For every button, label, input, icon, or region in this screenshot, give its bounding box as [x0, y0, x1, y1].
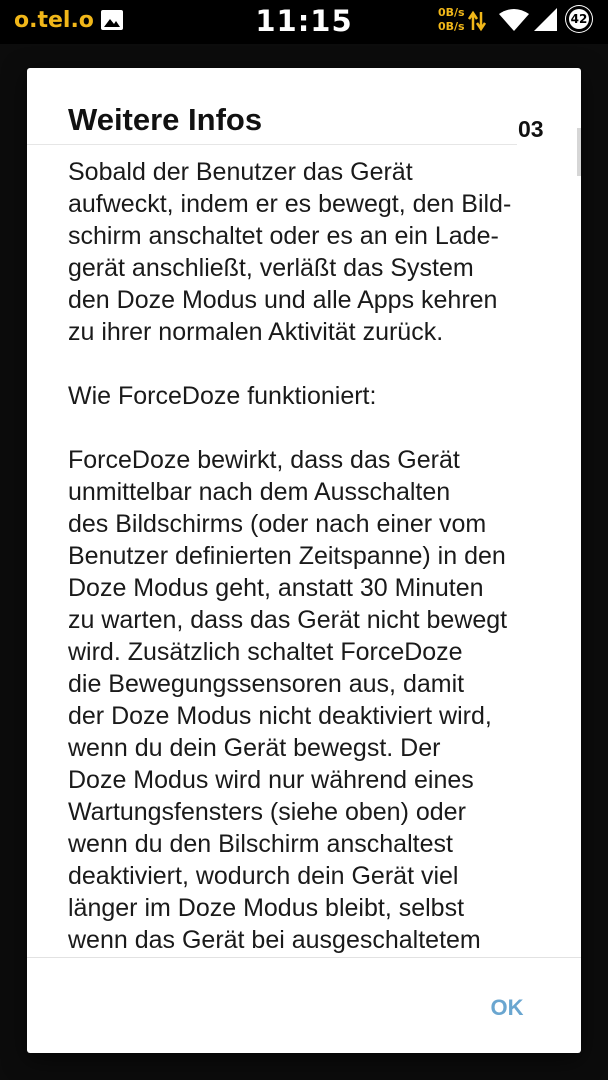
scroll-indicator[interactable] [577, 128, 581, 176]
ok-button[interactable]: OK [490, 995, 524, 1020]
network-speed [438, 6, 465, 34]
button-divider [27, 957, 581, 958]
title-divider [27, 144, 517, 145]
net-down-label: 0B/s [438, 20, 465, 33]
data-transfer-icon [468, 10, 486, 32]
status-bar [0, 0, 608, 44]
paragraph: ForceDoze bewirkt, dass das Gerät unmittelbar nach dem Ausschalten des Bildschirms (oder nach einer vom Benutzer definierten Zeitspanne) in den Doze Modus geht, anstatt 30 Minuten zu warten, dass das Gerät nicht bewegt wird. Zusätzlich schaltet ForceDoze die Bewegungssensoren aus, damit der Doze Modus nicht deaktiviert wird, wenn du dein Gerät bewegst. Der Doze Modus wird nur während eines Wartungsfensters (siehe oben) oder wenn du den Bilschirm anschaltest deaktiviert, wodurch dein Gerät viel länger im Doze Modus bleibt, selbst wenn das Gerät bei ausgeschaltetem [68, 446, 508, 954]
wifi-icon [498, 8, 530, 32]
page-indicator: 03 [518, 116, 544, 142]
signal-icon [533, 7, 558, 32]
dialog-content[interactable] [68, 156, 568, 956]
info-dialog [27, 68, 581, 1053]
battery-icon: 42 [566, 6, 592, 32]
clock: 11:15 [255, 4, 353, 38]
carrier-label: o.tel.o [14, 8, 94, 33]
paragraph: Sobald der Benutzer das Gerät aufweckt, indem er es bewegt, den Bild- schirm anschaltet oder es an ein Lade- gerät anschließt, verläßt das System den Doze Modus und alle Apps kehren zu ihrer normalen Aktivität zurück. [68, 158, 512, 346]
dialog-title: Weitere Infos [68, 102, 263, 137]
paragraph: Wie ForceDoze funktioniert: [68, 382, 377, 410]
net-up-label: 0B/s [438, 6, 465, 19]
